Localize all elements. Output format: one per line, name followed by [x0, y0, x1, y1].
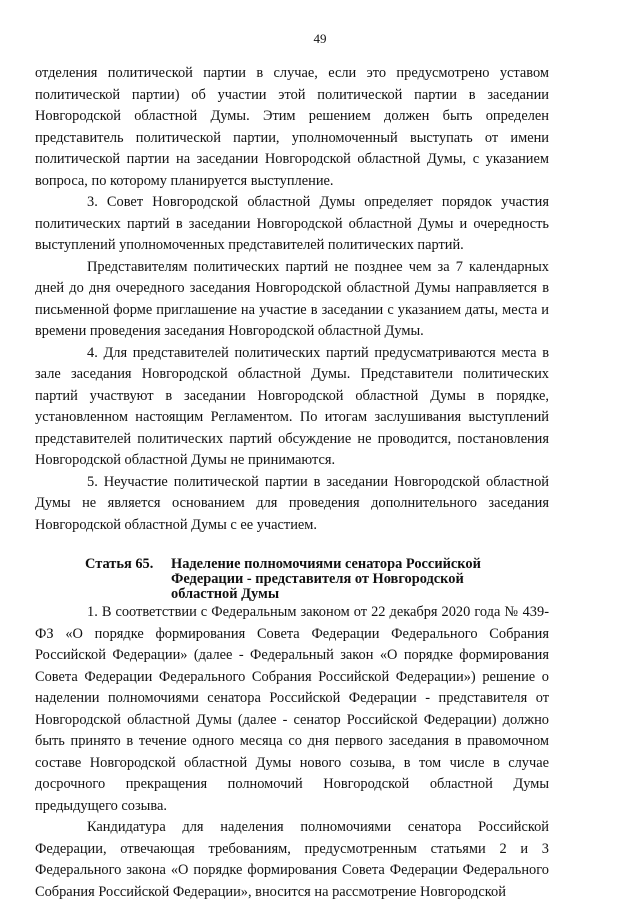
document-body	[35, 63, 549, 903]
paragraph-federal-law: 1. В соответствии с Федеральным законом от 22 декабря 2020 года № 439-ФЗ «О порядке формирования Совета Федерации Федерального Собрания Российской Федерации» (далее - Федеральный закон «О порядке формирования Совета Федерации Федерального Собрания Российской Федерации») решение о наделении полномочиями сенатора Российской Федерации - представителя от Новгородской областной Думы (далее - сенатор Российской Федерации) должно быть принято в течение одного месяца со дня первого заседания в правомочном составе Новгородской областной Думы нового созыва, в том числе в случае досрочного прекращения полномочий Новгородской областной Думы предыдущего созыва.	[35, 604, 549, 814]
paragraph-council-order: 3. Совет Новгородской областной Думы определяет порядок участия политических партий в заседании Новгородской областной Думы и очередность выступлений уполномоченных представителей политических партий.	[35, 194, 549, 253]
article-number: Статья 65.	[85, 556, 154, 572]
article-title: Наделение полномочиями сенатора Российской Федерации - представителя от Новгородской областной Думы	[171, 556, 481, 602]
paragraph-party-decision: отделения политической партии в случае, если это предусмотрено уставом политической партии) об участии этой политической партии в заседании Новгородской областной Думы. Этим решением должен быть определен представитель политической партии, уполномоченный выступать от имени политической партии на заседании Новгородской областной Думы, с указанием вопроса, по которому планируется выступление.	[35, 65, 549, 189]
paragraph-non-participation: 5. Неучастие политической партии в заседании Новгородской областной Думы не является основанием для проведения дополнительного заседания Новгородской областной Думы с ее участием.	[35, 473, 549, 533]
article-heading	[35, 557, 549, 602]
paragraph-seats: 4. Для представителей политических партий предусматриваются места в зале заседания Новгородской областной Думы. Представители политических партий участвуют в заседании Новгородской областной Думы в порядке, установленном настоящим Регламентом. По итогам заслушивания выступлений представителей политических партий обсуждение не проводится, постановления Новгородской областной Думы не принимаются.	[35, 344, 549, 468]
paragraph-invitation: Представителям политических партий не позднее чем за 7 календарных дней до дня очередного заседания Новгородской областной Думы направляется в письменной форме приглашение на участие в заседании с указанием даты, места и времени проведения заседания Новгородской областной Думы.	[35, 258, 549, 339]
page-number: 49	[313, 31, 327, 46]
paragraph-candidacy: Кандидатура для наделения полномочиями сенатора Российской Федерации, отвечающая требованиям, предусмотренным статьями 2 и 3 Федерального закона «О порядке формирования Совета Федерации Федерального Собрания Российской Федерации», вносится на рассмотрение Новгородской	[35, 819, 549, 900]
